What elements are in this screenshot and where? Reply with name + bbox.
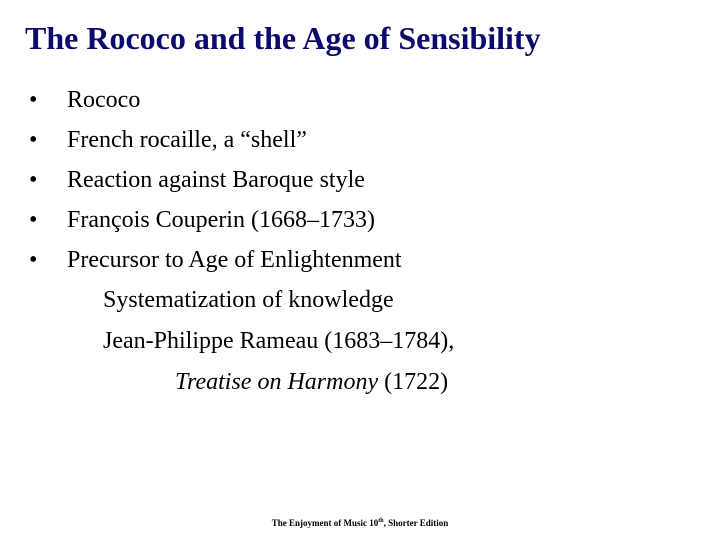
treatise-year: (1722)	[378, 369, 449, 395]
bullet-text: Rococo	[67, 87, 141, 113]
bullet-item-reaction	[0, 160, 720, 200]
bullet-text: Precursor to Age of Enlightenment	[67, 247, 402, 273]
footer-text-end: , Shorter Edition	[383, 518, 449, 528]
footer-caption	[0, 518, 720, 528]
bullet-item-rocaille	[0, 120, 720, 160]
footer-superscript: th	[378, 518, 384, 524]
bullet-text: François Couperin (1668–1733)	[67, 207, 375, 233]
bullet-icon: •	[29, 87, 38, 113]
bullet-icon: •	[29, 247, 38, 273]
sub-item-rameau: Jean-Philippe Rameau (1683–1784),	[103, 328, 455, 354]
sub-item-treatise	[175, 362, 448, 402]
footer-text: The Enjoyment of Music 10	[271, 518, 379, 528]
sub-item-systematization: Systematization of knowledge	[103, 287, 394, 313]
slide-title: The Rococo and the Age of Sensibility	[25, 20, 541, 56]
bullet-icon: •	[29, 127, 38, 153]
bullet-text: Reaction against Baroque style	[67, 167, 365, 193]
bullet-item-enlightenment	[0, 240, 720, 280]
bullet-item-couperin	[0, 200, 720, 240]
bullet-list	[0, 80, 720, 280]
bullet-item-rococo	[0, 80, 720, 120]
bullet-text: French rocaille, a “shell”	[67, 127, 307, 153]
bullet-icon: •	[29, 207, 38, 233]
bullet-icon: •	[29, 167, 38, 193]
treatise-title: Treatise on Harmony	[175, 369, 379, 395]
